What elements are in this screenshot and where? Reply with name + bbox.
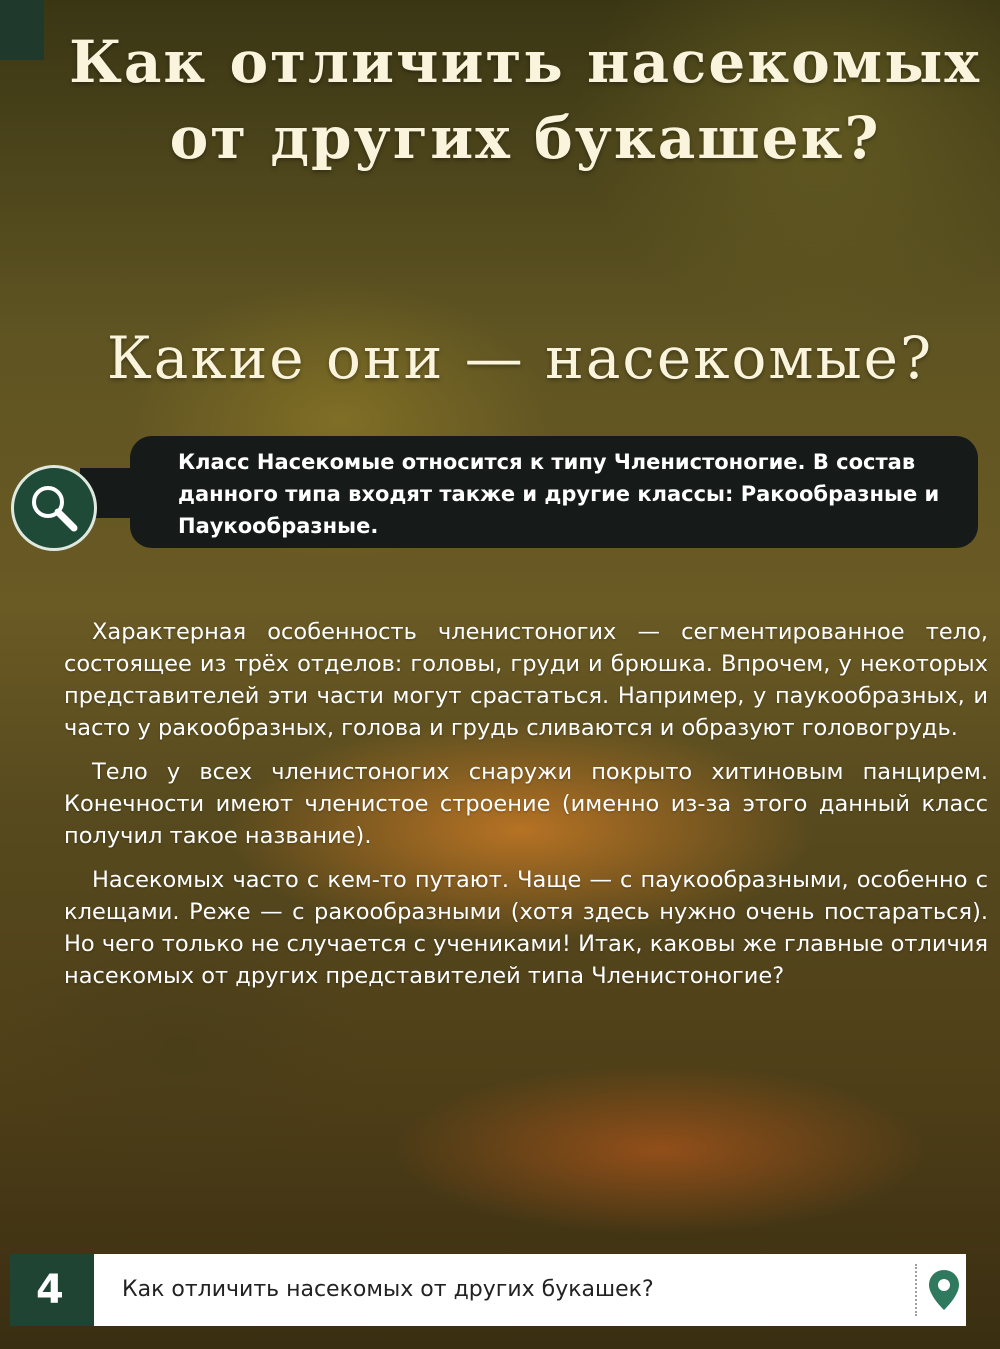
running-title: Как отличить насекомых от других букашек?: [122, 1277, 654, 1302]
footer-bar: [0, 1254, 1000, 1330]
magnifier-icon: [28, 482, 80, 534]
body-text: [64, 616, 988, 1004]
info-box-text: Класс Насекомые относится к типу Членистоногие. В состав данного типа входят также и другие классы: Ракообразные и Паукообразные.: [178, 450, 940, 538]
corner-accent: [0, 0, 44, 60]
body-paragraph: Тело у всех членистоногих снаружи покрыто хитиновым панцирем. Конечности имеют членистое строение (именно из-за этого данный класс получил такое название).: [64, 759, 988, 849]
page-title: Как отличить насекомых от других букашек?: [69, 28, 981, 172]
footer-divider: [915, 1264, 917, 1316]
magnifier-badge: [11, 465, 97, 551]
section-heading: Какие они — насекомые?: [106, 324, 934, 392]
location-pin-icon: [927, 1268, 961, 1312]
body-paragraph: Насекомых часто с кем-то путают. Чаще — с паукообразными, особенно с клещами. Реже — с ракообразными (хотя здесь нужно очень постараться). Но чего только не случается с учениками! Итак, каковы же главные отличия насекомых от других представителей типа Членистоногие?: [64, 867, 988, 989]
body-paragraph: Характерная особенность членистоногих — сегментированное тело, состоящее из трёх отделов: головы, груди и брюшка. Впрочем, у некоторых представителей эти части могут срастаться. Например, у паукообразных, и часто у ракообразных, голова и грудь сливаются и образуют головогрудь.: [64, 619, 988, 741]
page-number: 4: [36, 1267, 64, 1313]
